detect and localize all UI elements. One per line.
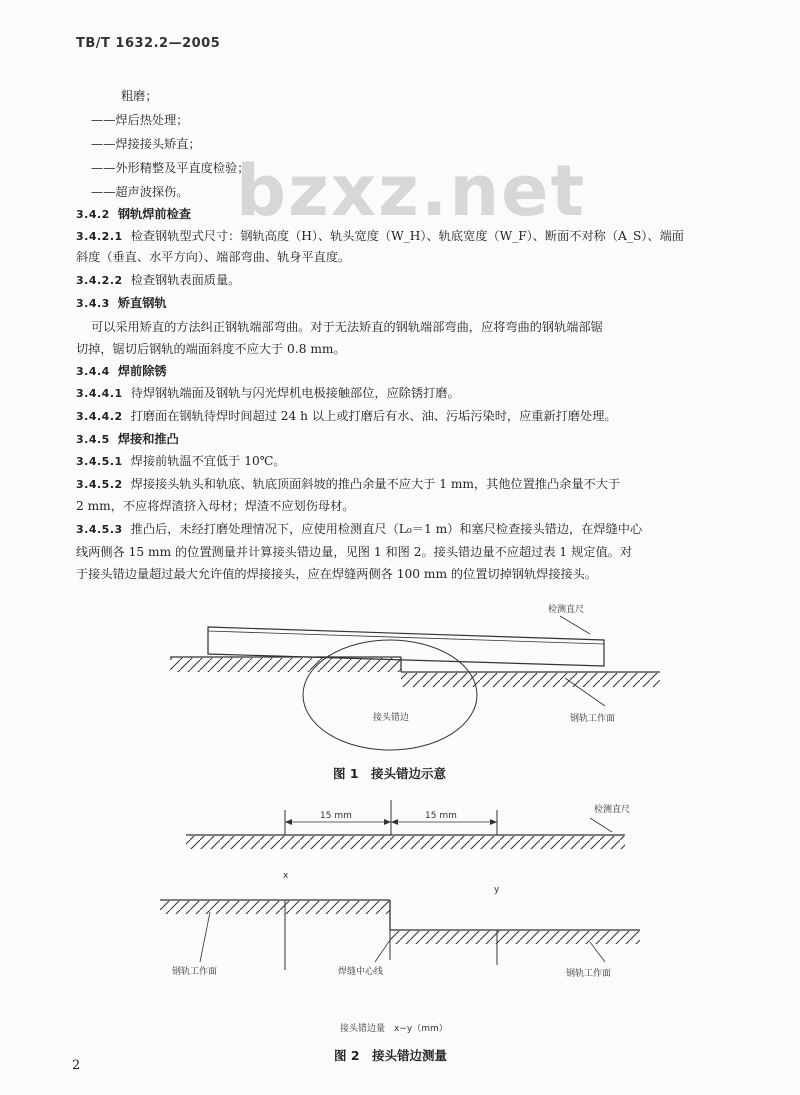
clause-3-4-5-3-cont: 线两侧各 15 mm 的位置测量并计算接头错边量，见图 1 和图 2。接头错边量不应超过表 1 规定值。对 <box>76 545 633 559</box>
section-3-4-4: 3.4.4 焊前除锈 <box>76 364 167 378</box>
list-item: ——焊接接头矫直； <box>91 137 201 151</box>
label-offset: 接头错边 <box>373 713 410 723</box>
label-ruler: 检测直尺 <box>594 805 631 815</box>
clause-3-4-5-3-cont: 于接头错边量超过最大允许值的焊接接头，应在焊缝两侧各 100 mm 的位置切掉钢轨焊接接头。 <box>76 567 598 581</box>
clause-3-4-2-1-cont: 斜度（垂直、水平方向）、端部弯曲、轨身平直度。 <box>76 250 351 264</box>
clause-3-4-2-2: 3.4.2.2 检查钢轨表面质量。 <box>76 273 241 287</box>
section-3-4-3-text-cont: 切掉，锯切后钢轨的端面斜度不应大于 0.8 mm。 <box>76 342 346 356</box>
figure-1 <box>170 603 660 750</box>
dim-right: 15 mm <box>425 811 457 821</box>
figure-2-caption: 图 2 接头错边测量 <box>334 1048 448 1063</box>
section-3-4-3-text: 可以采用矫直的方法纠正钢轨端部弯曲。对于无法矫直的钢轨端部弯曲，应将弯曲的钢轨端部锯 <box>91 320 603 334</box>
label-x: x <box>283 871 289 881</box>
figure-2 <box>160 800 640 1034</box>
label-left-surface: 钢轨工作面 <box>172 967 218 977</box>
clause-3-4-5-3: 3.4.5.3 推凸后，未经打磨处理情况下，应使用检测直尺（L₀＝1 m）和塞尺检查接头错边，在焊缝中心 <box>76 522 643 536</box>
section-3-4-2: 3.4.2 钢轨焊前检查 <box>76 207 191 221</box>
dim-left: 15 mm <box>320 811 352 821</box>
label-y: y <box>494 885 500 895</box>
clause-3-4-5-2-cont: 2 mm，不应将焊渣挤入母材；焊渣不应划伤母材。 <box>76 499 355 513</box>
list-item: ——外形精整及平直度检验； <box>91 161 250 175</box>
watermark: bzxz.net <box>236 150 587 232</box>
list-item: ——焊后热处理； <box>91 113 189 127</box>
label-ruler: 检测直尺 <box>548 605 585 615</box>
figure-1-caption: 图 1 接头错边示意 <box>333 766 447 781</box>
label-surface: 钢轨工作面 <box>570 714 616 724</box>
clause-3-4-4-1: 3.4.4.1 待焊钢轨端面及钢轨与闪光焊机电极接触部位，应除锈打磨。 <box>76 386 460 400</box>
section-3-4-3: 3.4.3 矫直钢轨 <box>76 296 167 310</box>
clause-3-4-5-2: 3.4.5.2 焊接接头轨头和轨底、轨底顶面斜坡的推凸余量不应大于 1 mm，其他位置推凸余量不大于 <box>76 477 621 491</box>
clause-3-4-2-1: 3.4.2.1 检查钢轨型式尺寸：钢轨高度（H）、轨头宽度（W_H）、轨底宽度（W_F）、断面不对称（A_S）、端面 <box>76 229 684 243</box>
section-3-4-5: 3.4.5 焊接和推凸 <box>76 432 179 446</box>
clause-3-4-5-1: 3.4.5.1 焊接前轨温不宜低于 10℃。 <box>76 454 286 468</box>
label-right-surface: 钢轨工作面 <box>566 969 612 979</box>
clause-3-4-4-2: 3.4.4.2 打磨面在钢轨待焊时间超过 24 h 以上或打磨后有水、油、污垢污染时，应重新打磨处理。 <box>76 409 617 423</box>
list-item: 粗磨； <box>121 89 158 103</box>
standard-header: TB/T 1632.2—2005 <box>76 36 221 51</box>
page-number: 2 <box>72 1058 81 1073</box>
label-center: 焊缝中心线 <box>338 967 384 977</box>
formula: 接头错边量 x−y（mm） <box>340 1024 448 1034</box>
list-item: ——超声波探伤。 <box>91 185 189 199</box>
